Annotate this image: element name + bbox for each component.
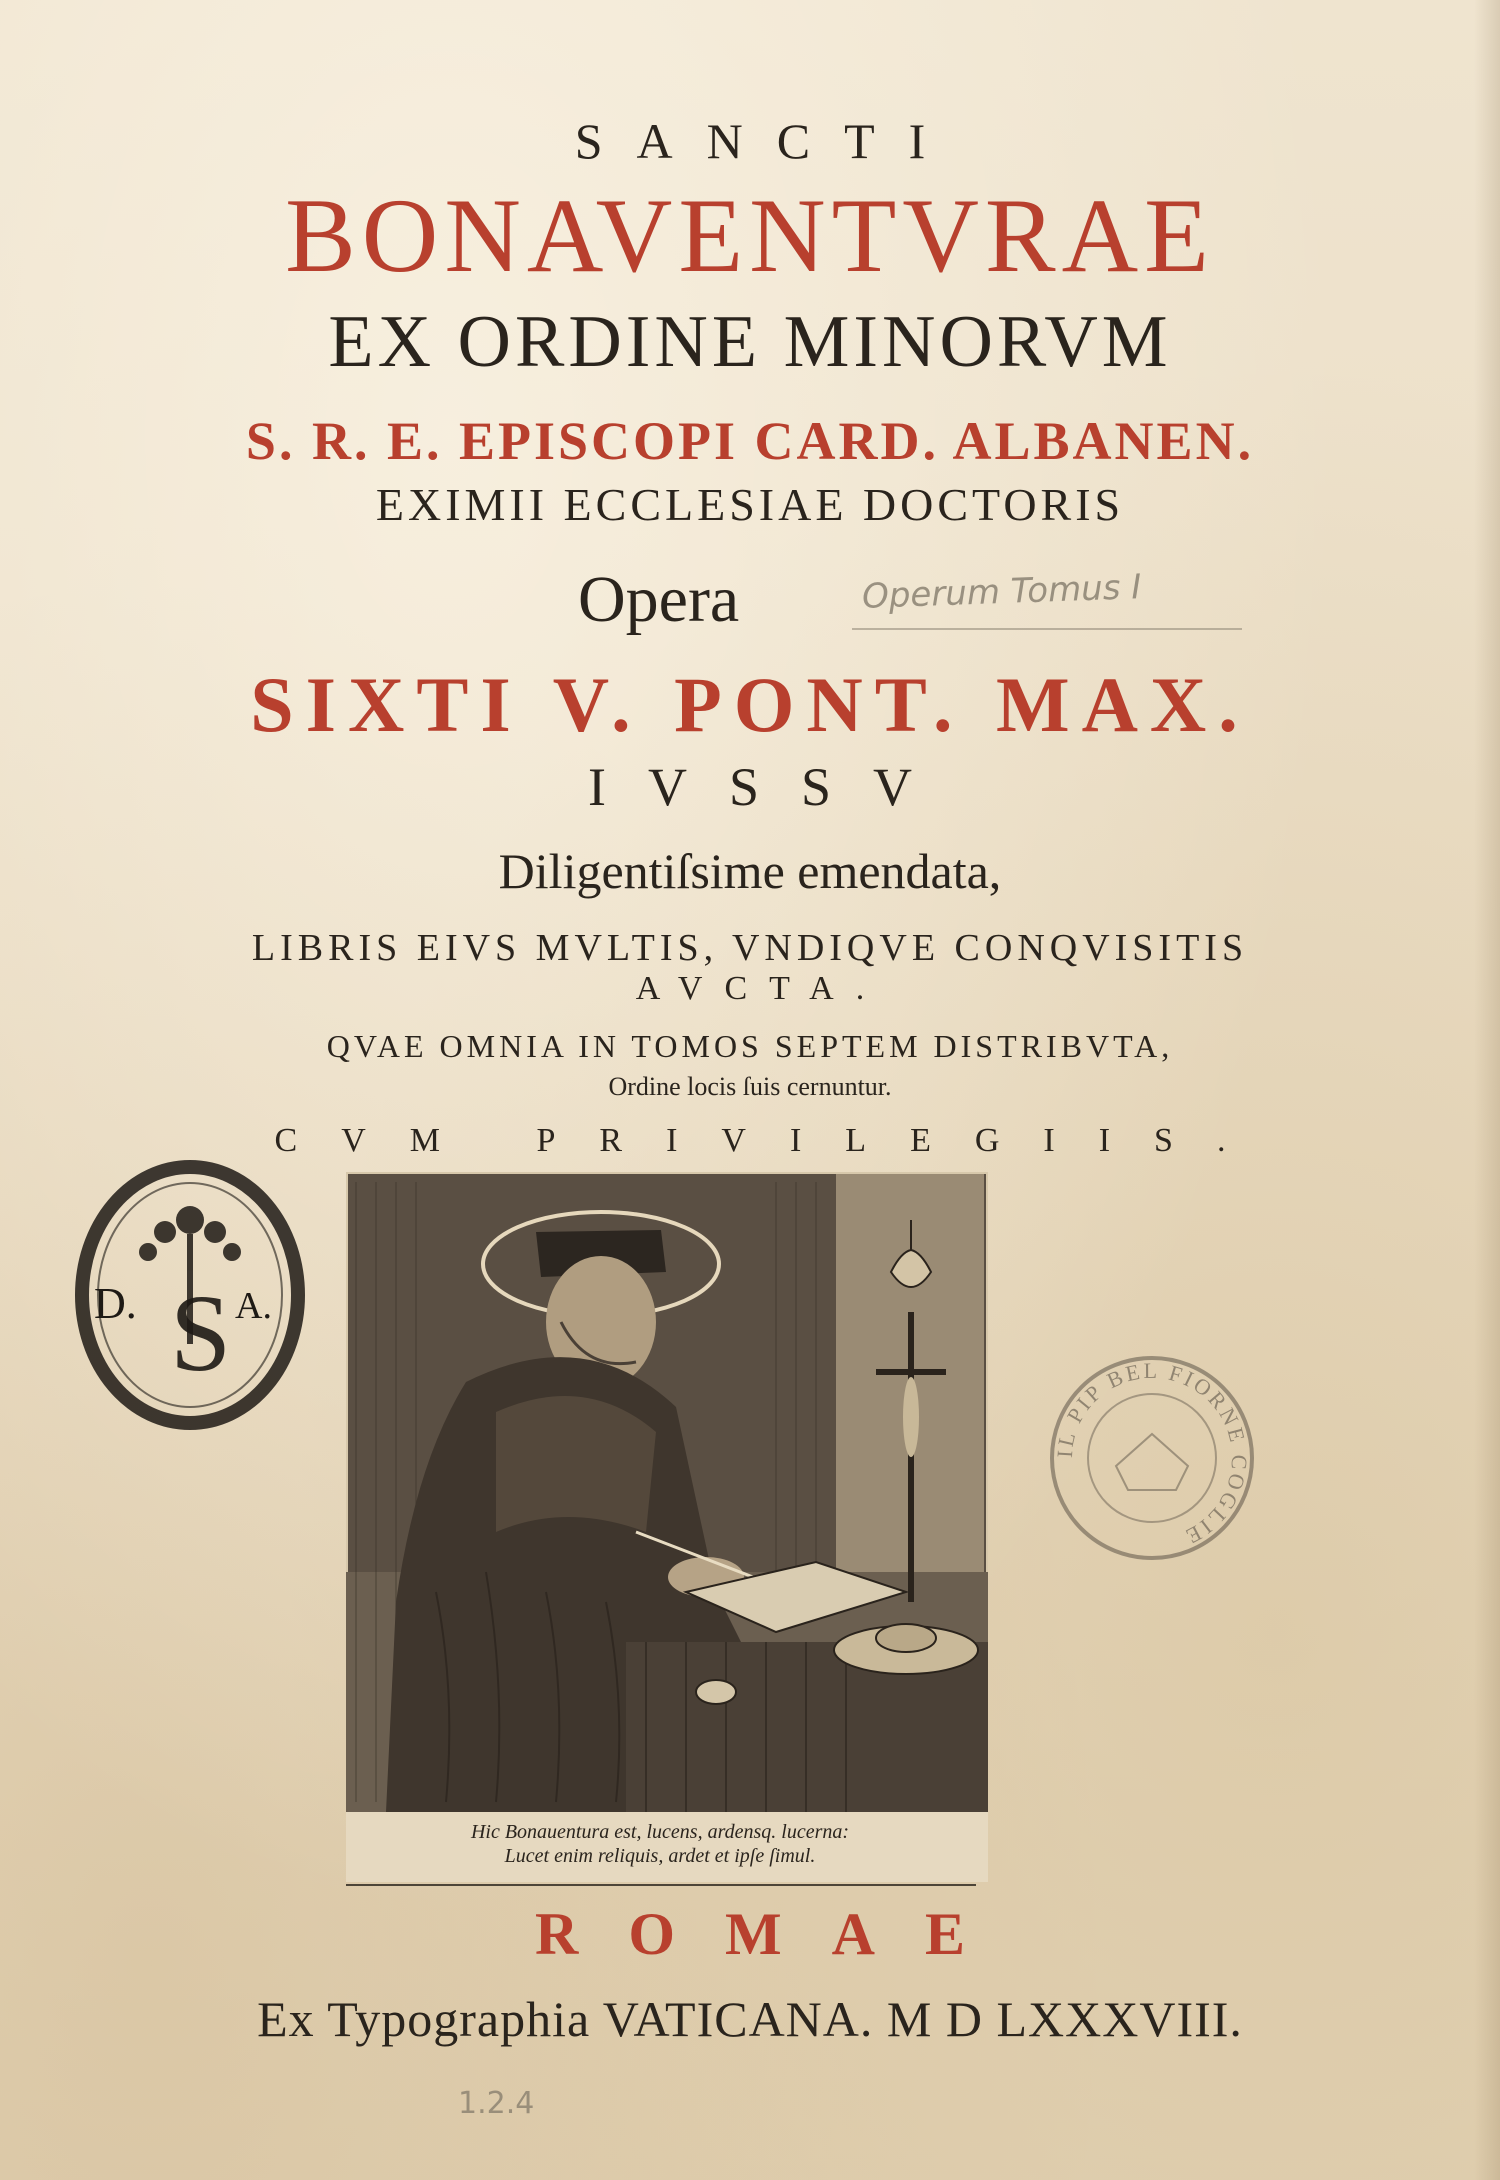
caption-line-1: Hic Bonauentura est, lucens, ardensq. lucerna: <box>470 1821 850 1843</box>
svg-text:S: S <box>170 1272 232 1394</box>
line-sancti: SANCTI <box>574 113 960 169</box>
right-library-stamp <box>1044 1350 1260 1566</box>
line-ordine: Ordine locis ſuis cernuntur. <box>608 1072 892 1101</box>
line-iussu: IVSSV <box>587 757 955 817</box>
svg-text:A.: A. <box>235 1285 272 1327</box>
stamp-legend: IL PIP BEL FIORNE COGLIE <box>1051 1357 1253 1551</box>
line-privilegiis: CVM PRIVILEGIIS. <box>274 1122 1270 1159</box>
line-opera: Opera <box>578 563 740 636</box>
handwritten-annotation: Operum Tomus I <box>861 567 1142 617</box>
caption-line-2: Lucet enim reliquis, ardet et ipſe ſimul. <box>504 1845 816 1867</box>
engraving-caption <box>350 1820 970 1868</box>
line-quae-omnia: QVAE OMNIA IN TOMOS SEPTEM DISTRIBVTA, <box>326 1028 1174 1064</box>
line-eximii: EXIMII ECCLESIAE DOCTORIS <box>375 479 1125 530</box>
line-aucta: AVCTA. <box>635 970 887 1007</box>
annotation-underline <box>852 628 1242 630</box>
shelfmark-annotation: 1.2.4 <box>458 2086 535 2121</box>
engraving-base-rule <box>346 1884 976 1886</box>
line-episcopi: S. R. E. EPISCOPI CARD. ALBANEN. <box>245 411 1255 471</box>
line-romae: ROMAE <box>535 1901 1015 1967</box>
line-ex-ordine: EX ORDINE MINORVM <box>328 301 1172 383</box>
engraving-portrait-saint-bonaventure <box>346 1172 988 1882</box>
line-sixti: SIXTI V. PONT. MAX. <box>250 661 1250 748</box>
line-bonaventurae: BONAVENTVRAE <box>285 177 1215 294</box>
left-owner-stamp <box>70 1150 310 1440</box>
line-imprint: Ex Typographia VATICANA. M D LXXXVIII. <box>257 1991 1243 2047</box>
svg-text:D.: D. <box>94 1279 137 1328</box>
line-libris: LIBRIS EIVS MVLTIS, VNDIQVE CONQVISITIS <box>251 927 1249 969</box>
line-diligentissime: Diligentiſsime emendata, <box>498 843 1002 899</box>
